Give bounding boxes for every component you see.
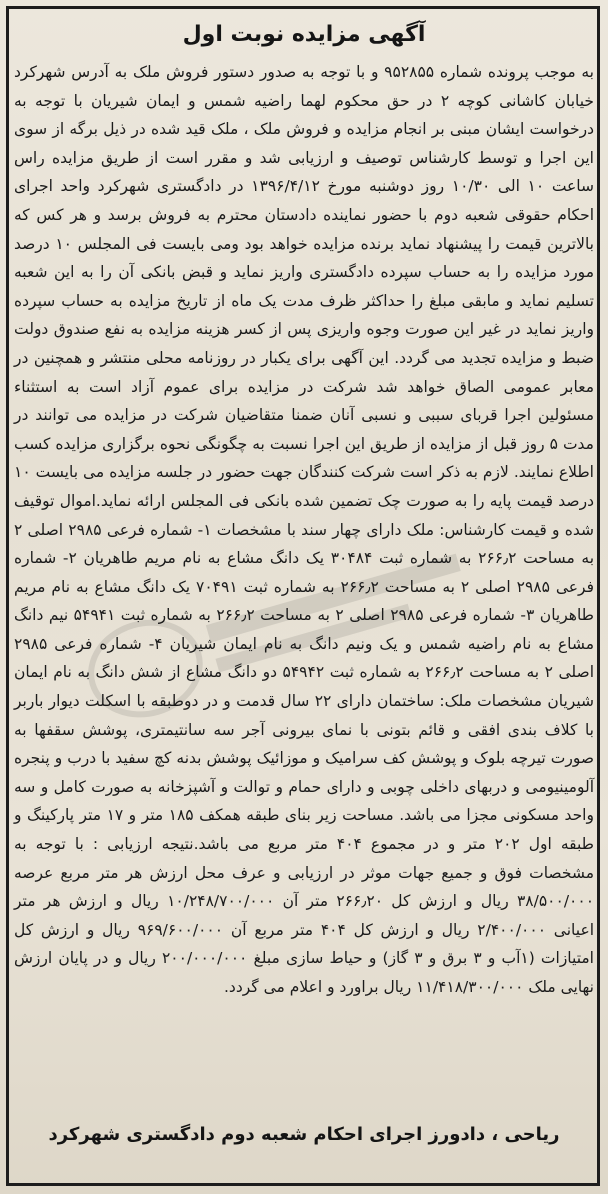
notice-body-paragraph: به موجب پرونده شماره ۹۵۲۸۵۵ و با توجه به صدور دستور فروش ملک به آدرس شهرکرد خیابان کاشانی کوچه ۲ در حق محکوم لهما راضیه شمس و ایمان شیریان با توجه به درخواست ایشان مبنی بر انجام مزایده و فروش ملک ، ملک قید شده در ذیل برگه از سوی این اجرا و توسط کارشناس توصیف و ارزیابی شد و مقرر است از طریق مزایده راس ساعت ۱۰ الی ۱۰/۳۰ روز دوشنبه مورخ ۱۳۹۶/۴/۱۲ در دادگستری شهرکرد واحد اجرای احکام حقوقی شعبه دوم با حضور نماینده دادستان محترم به فروش برسد و هر کس که بالاترین قیمت را پیشنهاد نماید برنده مزایده خواهد بود ومی بایست فی المجلس ۱۰ درصد مورد مزایده را به حساب سپرده دادگستری واریز نماید و قبض بانکی آن را به این شعبه تسلیم نماید و مابقی مبلغ را حداکثر ظرف مدت یک ماه از تاریخ مزایده به حساب سپرده واریز نماید در غیر این صورت وجوه واریزی پس از کسر هزینه مزایده به نفع صندوق دولت ضبط و مزایده تجدید می گردد. این آگهی برای یکبار در روزنامه محلی منتشر و همچنین در معابر عمومی الصاق خواهد شد شرکت در مزایده برای عموم آزاد است به استثناء مسئولین اجرا قربای سببی و نسبی آنان ضمنا متقاضیان شرکت در مزایده می توانند در مدت ۵ روز قبل از مزایده از طریق این اجرا نسبت به چگونگی نحوه برگزاری مزایده کسب اطلاع نمایند. لازم به ذکر است شرکت کنندگان جهت حضور در جلسه مزایده می بایست ۱۰ درصد قیمت پایه را به صورت چک تضمین شده بانکی فی المجلس ارائه نماید.اموال توقیف شده و قیمت کارشناس: ملک دارای چهار سند با مشخصات ۱- شماره فرعی ۲۹۸۵ اصلی ۲ به مساحت ۲۶۶٫۲ به شماره ثبت ۳۰۴۸۴ یک دانگ مشاع به نام مریم طاهریان ۲- شماره فرعی ۲۹۸۵ اصلی ۲ به مساحت ۲۶۶٫۲ به شماره ثبت ۷۰۴۹۱ یک دانگ مشاع به نام مریم طاهریان ۳- شماره فرعی ۲۹۸۵ اصلی ۲ به مساحت ۲۶۶٫۲ به شماره ثبت ۵۴۹۴۱ نیم دانگ مشاع به نام راضیه شمس و یک ونیم دانگ به نام ایمان شیریان ۴- شماره فرعی ۲۹۸۵ اصلی ۲ به مساحت ۲۶۶٫۲ به شماره ثبت ۵۴۹۴۲ دو دانگ مشاع از شش دانگ به نام ایمان شیریان مشخصات ملک: ساختمان دارای ۲۲ سال قدمت و در دوطبقه با اسکلت دیوار باربر با کلاف بندی افقی و قائم بتونی با نمای بیرونی آجر سه سانتیمتری، پوشش سقفها به صورت تیرچه بلوک و پوشش کف سرامیک و موزائیک پوشش بدنه کچ سفید با درب و پنجره آلومینیومی و دربهای داخلی چوبی و دارای حمام و توالت و آشپزخانه به صورت کامل و سه واحد مسکونی مجزا می باشد. مساحت زیر بنای طبقه همکف ۱۸۵ متر و ۱۷ متر پارکینگ و طبقه اول ۲۰۲ متر و در مجموع ۴۰۴ متر مربع می باشد.نتیجه ارزیابی : با توجه به مشخصات فوق و جمیع جهات موثر در ارزیابی و عرف محل ارزش هر متر مربع عرصه ۳۸/۵۰۰/۰۰۰ ریال و ارزش کل ۲۶۶٫۲۰ متر آن ۱۰/۲۴۸/۷۰۰/۰۰۰ ریال و ارزش هر متر اعیانی ۲/۴۰۰/۰۰۰ ریال و ارزش کل ۴۰۴ متر مربع آن ۹۶۹/۶۰۰/۰۰۰ ریال و ارزش کل امتیازات (۱آب و ۳ برق و ۳ گاز) و حیاط سازی مبلغ ۲۰۰/۰۰۰/۰۰۰ ریال و در پایان ارزش نهایی ملک ۱۱/۴۱۸/۳۰۰/۰۰۰ ریال براورد و اعلام می گردد.: [14, 63, 595, 996]
notice-body: [14, 58, 594, 1002]
notice-title: آگهی مزایده نوبت اول: [182, 22, 426, 47]
notice-signature: ریاحی ، دادورز اجرای احکام شعبه دوم دادگستری شهرکرد: [48, 1124, 560, 1145]
